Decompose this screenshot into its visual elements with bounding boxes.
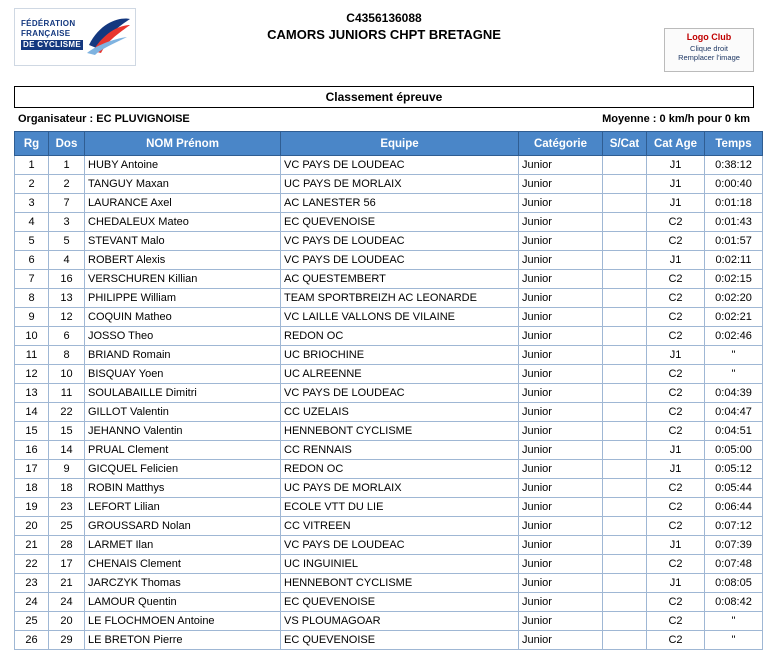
- cell-catage: C2: [647, 232, 705, 251]
- cell-equipe: REDON OC: [281, 460, 519, 479]
- cell-equipe: HENNEBONT CYCLISME: [281, 422, 519, 441]
- column-header-dos[interactable]: Dos: [49, 132, 85, 156]
- cell-equipe: UC PAYS DE MORLAIX: [281, 479, 519, 498]
- cell-rg: 21: [15, 536, 49, 555]
- table-header-row: [15, 132, 763, 156]
- cell-scat: [603, 194, 647, 213]
- cell-dos: 13: [49, 289, 85, 308]
- table-row[interactable]: [15, 517, 763, 536]
- cell-scat: [603, 612, 647, 631]
- cell-scat: [603, 479, 647, 498]
- cell-dos: 1: [49, 156, 85, 175]
- cell-rg: 6: [15, 251, 49, 270]
- federation-logo-line3: DE CYCLISME: [23, 40, 81, 49]
- cell-equipe: UC INGUINIEL: [281, 555, 519, 574]
- cell-rg: 23: [15, 574, 49, 593]
- cell-nom: LARMET Ilan: [85, 536, 281, 555]
- event-code: C4356136088: [346, 11, 422, 25]
- cell-nom: BRIAND Romain: [85, 346, 281, 365]
- cell-dos: 4: [49, 251, 85, 270]
- cell-categorie: Junior: [519, 270, 603, 289]
- cell-scat: [603, 251, 647, 270]
- club-logo-title: Logo Club: [686, 32, 732, 42]
- cell-catage: C2: [647, 213, 705, 232]
- cell-catage: C2: [647, 555, 705, 574]
- cell-equipe: UC BRIOCHINE: [281, 346, 519, 365]
- cell-dos: 24: [49, 593, 85, 612]
- cell-equipe: AC QUESTEMBERT: [281, 270, 519, 289]
- cell-scat: [603, 536, 647, 555]
- cell-scat: [603, 631, 647, 650]
- cell-categorie: Junior: [519, 194, 603, 213]
- cell-categorie: Junior: [519, 441, 603, 460]
- cell-rg: 11: [15, 346, 49, 365]
- cell-rg: 5: [15, 232, 49, 251]
- cell-nom: ROBIN Matthys: [85, 479, 281, 498]
- cell-scat: [603, 327, 647, 346]
- cell-catage: C2: [647, 631, 705, 650]
- cell-equipe: AC LANESTER 56: [281, 194, 519, 213]
- table-row[interactable]: [15, 156, 763, 175]
- cell-temps: 0:08:05: [705, 574, 763, 593]
- cell-dos: 7: [49, 194, 85, 213]
- cell-equipe: REDON OC: [281, 327, 519, 346]
- cell-scat: [603, 365, 647, 384]
- cell-rg: 24: [15, 593, 49, 612]
- federation-logo-line2: FRANÇAISE: [21, 29, 71, 38]
- cell-dos: 8: [49, 346, 85, 365]
- cell-catage: C2: [647, 308, 705, 327]
- cell-nom: LAMOUR Quentin: [85, 593, 281, 612]
- cell-dos: 6: [49, 327, 85, 346]
- cell-scat: [603, 289, 647, 308]
- cell-dos: 2: [49, 175, 85, 194]
- cell-temps: 0:05:00: [705, 441, 763, 460]
- cell-scat: [603, 498, 647, 517]
- cell-temps: 0:00:40: [705, 175, 763, 194]
- cell-temps: ": [705, 346, 763, 365]
- cell-equipe: VC PAYS DE LOUDEAC: [281, 384, 519, 403]
- cell-equipe: CC RENNAIS: [281, 441, 519, 460]
- organiser-bar: [14, 110, 754, 128]
- cell-equipe: ECOLE VTT DU LIE: [281, 498, 519, 517]
- cell-nom: CHEDALEUX Mateo: [85, 213, 281, 232]
- cell-scat: [603, 384, 647, 403]
- cell-categorie: Junior: [519, 574, 603, 593]
- cell-nom: GILLOT Valentin: [85, 403, 281, 422]
- cell-categorie: Junior: [519, 460, 603, 479]
- cell-rg: 14: [15, 403, 49, 422]
- cell-equipe: EC QUEVENOISE: [281, 213, 519, 232]
- column-header-equipe[interactable]: Equipe: [281, 132, 519, 156]
- cell-rg: 16: [15, 441, 49, 460]
- cell-catage: C2: [647, 612, 705, 631]
- cell-catage: C2: [647, 289, 705, 308]
- cell-scat: [603, 270, 647, 289]
- cell-equipe: VC PAYS DE LOUDEAC: [281, 232, 519, 251]
- cell-scat: [603, 555, 647, 574]
- cell-categorie: Junior: [519, 612, 603, 631]
- cell-categorie: Junior: [519, 346, 603, 365]
- table-row[interactable]: [15, 194, 763, 213]
- cell-equipe: TEAM SPORTBREIZH AC LEONARDE: [281, 289, 519, 308]
- cell-nom: LAURANCE Axel: [85, 194, 281, 213]
- cell-temps: 0:01:57: [705, 232, 763, 251]
- cell-nom: VERSCHUREN Killian: [85, 270, 281, 289]
- cell-temps: 0:01:18: [705, 194, 763, 213]
- cell-dos: 22: [49, 403, 85, 422]
- cell-catage: C2: [647, 479, 705, 498]
- cell-nom: HUBY Antoine: [85, 156, 281, 175]
- cell-nom: JEHANNO Valentin: [85, 422, 281, 441]
- cell-scat: [603, 403, 647, 422]
- cell-equipe: HENNEBONT CYCLISME: [281, 574, 519, 593]
- cell-scat: [603, 346, 647, 365]
- cell-categorie: Junior: [519, 175, 603, 194]
- table-row[interactable]: [15, 365, 763, 384]
- cell-rg: 2: [15, 175, 49, 194]
- cell-rg: 1: [15, 156, 49, 175]
- cell-nom: LE FLOCHMOEN Antoine: [85, 612, 281, 631]
- cell-catage: C2: [647, 403, 705, 422]
- cell-categorie: Junior: [519, 536, 603, 555]
- cell-equipe: UC PAYS DE MORLAIX: [281, 175, 519, 194]
- cell-catage: J1: [647, 574, 705, 593]
- cell-scat: [603, 574, 647, 593]
- table-row[interactable]: [15, 555, 763, 574]
- cell-scat: [603, 460, 647, 479]
- cell-catage: C2: [647, 365, 705, 384]
- cell-nom: LEFORT Lilian: [85, 498, 281, 517]
- column-header-categorie[interactable]: Catégorie: [519, 132, 603, 156]
- cell-catage: J1: [647, 194, 705, 213]
- cell-categorie: Junior: [519, 555, 603, 574]
- cell-equipe: EC QUEVENOISE: [281, 631, 519, 650]
- table-row[interactable]: [15, 175, 763, 194]
- cell-rg: 7: [15, 270, 49, 289]
- cell-rg: 19: [15, 498, 49, 517]
- cell-categorie: Junior: [519, 631, 603, 650]
- cell-nom: STEVANT Malo: [85, 232, 281, 251]
- table-row[interactable]: [15, 213, 763, 232]
- results-table: [14, 131, 763, 650]
- table-row[interactable]: [15, 441, 763, 460]
- table-row[interactable]: [15, 593, 763, 612]
- cell-nom: LE BRETON Pierre: [85, 631, 281, 650]
- column-header-rg[interactable]: Rg: [15, 132, 49, 156]
- cell-rg: 20: [15, 517, 49, 536]
- club-logo-hint-1: Clique droit: [690, 44, 728, 53]
- cell-dos: 17: [49, 555, 85, 574]
- cell-temps: 0:05:44: [705, 479, 763, 498]
- cell-equipe: CC UZELAIS: [281, 403, 519, 422]
- cell-dos: 20: [49, 612, 85, 631]
- cell-categorie: Junior: [519, 232, 603, 251]
- table-row[interactable]: [15, 327, 763, 346]
- cell-dos: 16: [49, 270, 85, 289]
- table-row[interactable]: [15, 574, 763, 593]
- club-logo-placeholder[interactable]: [664, 28, 754, 72]
- event-name: CAMORS JUNIORS CHPT BRETAGNE: [267, 27, 501, 42]
- cell-catage: C2: [647, 327, 705, 346]
- cell-catage: J1: [647, 346, 705, 365]
- column-header-catage[interactable]: Cat Age: [647, 132, 705, 156]
- cell-nom: SOULABAILLE Dimitri: [85, 384, 281, 403]
- cell-temps: 0:05:12: [705, 460, 763, 479]
- cell-rg: 17: [15, 460, 49, 479]
- club-logo-hint-2: Remplacer l'image: [678, 53, 740, 62]
- cell-scat: [603, 175, 647, 194]
- cell-rg: 10: [15, 327, 49, 346]
- cell-rg: 3: [15, 194, 49, 213]
- federation-logo-line1: FÉDÉRATION: [21, 19, 76, 28]
- cell-equipe: VC PAYS DE LOUDEAC: [281, 536, 519, 555]
- cell-temps: 0:07:39: [705, 536, 763, 555]
- cell-temps: 0:02:15: [705, 270, 763, 289]
- table-row[interactable]: [15, 346, 763, 365]
- cell-temps: 0:04:39: [705, 384, 763, 403]
- event-title-block: [0, 10, 768, 44]
- table-row[interactable]: [15, 232, 763, 251]
- cell-nom: COQUIN Matheo: [85, 308, 281, 327]
- column-header-nom[interactable]: NOM Prénom: [85, 132, 281, 156]
- cell-dos: 14: [49, 441, 85, 460]
- table-row[interactable]: [15, 270, 763, 289]
- cell-catage: C2: [647, 422, 705, 441]
- page-header: [0, 0, 768, 86]
- cell-categorie: Junior: [519, 403, 603, 422]
- cell-catage: J1: [647, 536, 705, 555]
- cell-dos: 28: [49, 536, 85, 555]
- cell-temps: 0:02:21: [705, 308, 763, 327]
- cell-dos: 5: [49, 232, 85, 251]
- cell-temps: 0:38:12: [705, 156, 763, 175]
- cell-nom: CHENAIS Clement: [85, 555, 281, 574]
- cell-temps: 0:07:12: [705, 517, 763, 536]
- cell-catage: J1: [647, 175, 705, 194]
- cell-scat: [603, 232, 647, 251]
- table-row[interactable]: [15, 612, 763, 631]
- table-row[interactable]: [15, 631, 763, 650]
- table-row[interactable]: [15, 460, 763, 479]
- cell-dos: 21: [49, 574, 85, 593]
- table-row[interactable]: [15, 479, 763, 498]
- cell-nom: ROBERT Alexis: [85, 251, 281, 270]
- cell-scat: [603, 213, 647, 232]
- cell-nom: JARCZYK Thomas: [85, 574, 281, 593]
- cell-temps: 0:07:48: [705, 555, 763, 574]
- cell-categorie: Junior: [519, 289, 603, 308]
- cell-dos: 25: [49, 517, 85, 536]
- cell-categorie: Junior: [519, 498, 603, 517]
- cell-temps: 0:02:46: [705, 327, 763, 346]
- table-row[interactable]: [15, 498, 763, 517]
- cell-nom: PRUAL Clement: [85, 441, 281, 460]
- cell-equipe: UC ALREENNE: [281, 365, 519, 384]
- table-row[interactable]: [15, 251, 763, 270]
- cell-nom: PHILIPPE William: [85, 289, 281, 308]
- cell-dos: 23: [49, 498, 85, 517]
- cell-scat: [603, 593, 647, 612]
- cell-categorie: Junior: [519, 156, 603, 175]
- cell-temps: 0:02:20: [705, 289, 763, 308]
- cell-dos: 15: [49, 422, 85, 441]
- cell-rg: 18: [15, 479, 49, 498]
- cell-temps: ": [705, 612, 763, 631]
- table-row[interactable]: [15, 289, 763, 308]
- cell-categorie: Junior: [519, 308, 603, 327]
- cell-categorie: Junior: [519, 384, 603, 403]
- cell-catage: J1: [647, 156, 705, 175]
- cell-scat: [603, 156, 647, 175]
- organiser-label: Organisateur : EC PLUVIGNOISE: [18, 113, 190, 125]
- cell-dos: 11: [49, 384, 85, 403]
- cell-nom: TANGUY Maxan: [85, 175, 281, 194]
- cell-temps: 0:04:51: [705, 422, 763, 441]
- cell-rg: 4: [15, 213, 49, 232]
- cell-catage: C2: [647, 270, 705, 289]
- average-speed-label: Moyenne : 0 km/h pour 0 km: [602, 113, 750, 125]
- cell-temps: 0:02:11: [705, 251, 763, 270]
- cell-dos: 9: [49, 460, 85, 479]
- cell-equipe: VC PAYS DE LOUDEAC: [281, 251, 519, 270]
- cell-equipe: VS PLOUMAGOAR: [281, 612, 519, 631]
- cell-equipe: VC LAILLE VALLONS DE VILAINE: [281, 308, 519, 327]
- column-header-scat[interactable]: S/Cat: [603, 132, 647, 156]
- cell-catage: J1: [647, 441, 705, 460]
- cell-nom: GICQUEL Felicien: [85, 460, 281, 479]
- cell-catage: C2: [647, 517, 705, 536]
- cell-catage: J1: [647, 460, 705, 479]
- cell-categorie: Junior: [519, 327, 603, 346]
- cell-temps: 0:04:47: [705, 403, 763, 422]
- cell-equipe: CC VITREEN: [281, 517, 519, 536]
- cell-categorie: Junior: [519, 593, 603, 612]
- table-row[interactable]: [15, 308, 763, 327]
- cell-equipe: VC PAYS DE LOUDEAC: [281, 156, 519, 175]
- cell-catage: C2: [647, 593, 705, 612]
- cell-categorie: Junior: [519, 422, 603, 441]
- cell-scat: [603, 422, 647, 441]
- cell-temps: ": [705, 631, 763, 650]
- table-row[interactable]: [15, 422, 763, 441]
- cell-temps: 0:08:42: [705, 593, 763, 612]
- cell-dos: 10: [49, 365, 85, 384]
- cell-scat: [603, 441, 647, 460]
- cell-rg: 22: [15, 555, 49, 574]
- cell-rg: 13: [15, 384, 49, 403]
- table-row[interactable]: [15, 536, 763, 555]
- cell-temps: 0:01:43: [705, 213, 763, 232]
- cell-catage: J1: [647, 251, 705, 270]
- cell-dos: 18: [49, 479, 85, 498]
- cell-categorie: Junior: [519, 251, 603, 270]
- cell-nom: JOSSO Theo: [85, 327, 281, 346]
- results-table-body: [15, 156, 763, 650]
- cell-rg: 25: [15, 612, 49, 631]
- cell-rg: 12: [15, 365, 49, 384]
- table-row[interactable]: [15, 403, 763, 422]
- cell-rg: 9: [15, 308, 49, 327]
- cell-categorie: Junior: [519, 213, 603, 232]
- cell-temps: 0:06:44: [705, 498, 763, 517]
- cell-catage: C2: [647, 498, 705, 517]
- cell-dos: 29: [49, 631, 85, 650]
- cell-scat: [603, 517, 647, 536]
- table-row[interactable]: [15, 384, 763, 403]
- cell-nom: GROUSSARD Nolan: [85, 517, 281, 536]
- cell-dos: 12: [49, 308, 85, 327]
- column-header-temps[interactable]: Temps: [705, 132, 763, 156]
- cell-nom: BISQUAY Yoen: [85, 365, 281, 384]
- cell-equipe: EC QUEVENOISE: [281, 593, 519, 612]
- cell-catage: C2: [647, 384, 705, 403]
- cell-temps: ": [705, 365, 763, 384]
- cell-rg: 26: [15, 631, 49, 650]
- cell-scat: [603, 308, 647, 327]
- cell-categorie: Junior: [519, 517, 603, 536]
- cell-categorie: Junior: [519, 479, 603, 498]
- cell-rg: 8: [15, 289, 49, 308]
- cell-rg: 15: [15, 422, 49, 441]
- cell-dos: 3: [49, 213, 85, 232]
- classement-banner: Classement épreuve: [14, 86, 754, 108]
- cell-categorie: Junior: [519, 365, 603, 384]
